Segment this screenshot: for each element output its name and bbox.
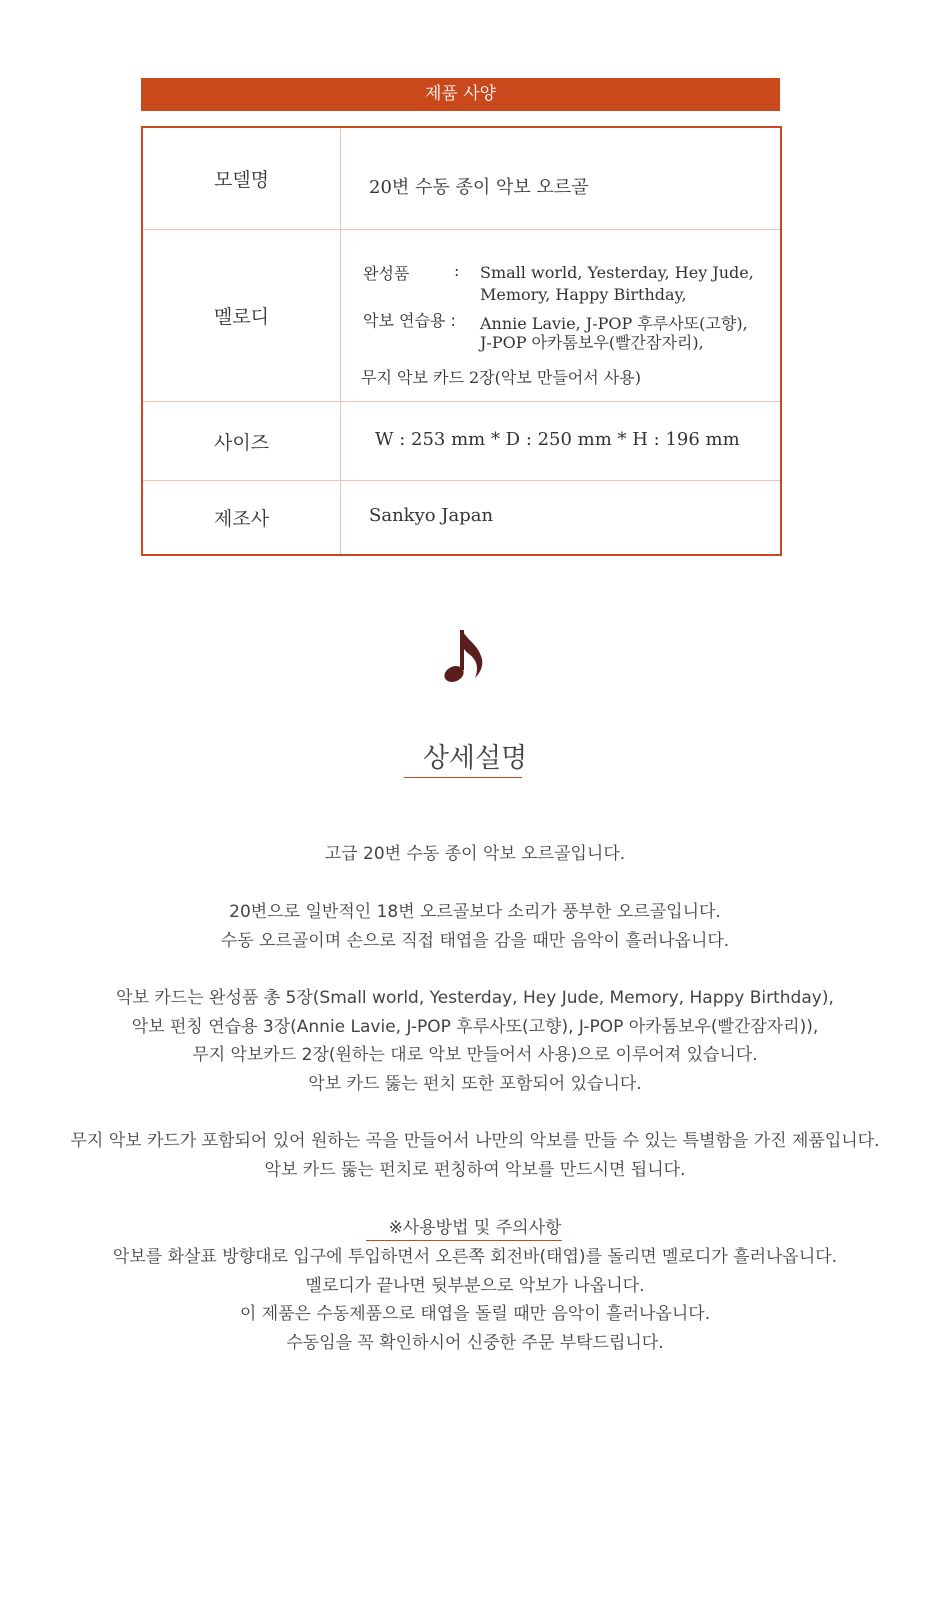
- practice-line-2: J-POP 아카톰보우(빨간잠자리),: [480, 333, 704, 352]
- detail-paragraph-2: [0, 898, 950, 955]
- detail-line: 무지 악보 카드가 포함되어 있어 원하는 곡을 만들어서 나만의 악보를 만들 수 있는 특별함을 가진 제품입니다.: [70, 1131, 880, 1151]
- spec-table: [141, 126, 782, 556]
- detail-line: 20변으로 일반적인 18변 오르골보다 소리가 풍부한 오르골입니다.: [229, 902, 721, 922]
- blank-cards: 무지 악보 카드 2장(악보 만들어서 사용): [361, 368, 641, 387]
- finished-colon: :: [454, 261, 460, 280]
- detail-line: 고급 20변 수동 종이 악보 오르골입니다.: [324, 844, 626, 864]
- finished-line-1: Small world, Yesterday, Hey Jude,: [480, 263, 754, 282]
- spec-value-size: [341, 402, 780, 480]
- spec-row-size: [143, 402, 780, 481]
- model-name: 20변 수동 종이 악보 오르골: [369, 177, 589, 198]
- usage-line: 멜로디가 끝나면 뒷부분으로 악보가 나옵니다.: [305, 1275, 645, 1296]
- spec-label-model: 모델명: [143, 128, 341, 229]
- spec-label-maker: 제조사: [143, 481, 341, 554]
- detail-paragraph-3: [0, 984, 950, 1099]
- detail-paragraph-1: [0, 840, 950, 869]
- spec-value-melody: [341, 230, 780, 401]
- usage-title-underline: [366, 1240, 562, 1241]
- detail-title: 상세설명: [422, 743, 528, 774]
- detail-line: 악보 펀칭 연습용 3장(Annie Lavie, J-POP 후루사또(고향), J-POP 아카톰보우(빨간잠자리)),: [131, 1016, 819, 1037]
- usage-line: 악보를 화살표 방향대로 입구에 투입하면서 오른쪽 회전바(태엽)를 돌리면 멜로디가 흘러나옵니다.: [112, 1247, 838, 1267]
- detail-paragraph-4: [0, 1127, 950, 1184]
- detail-line: 악보 카드 뚫는 펀치 또한 포함되어 있습니다.: [308, 1074, 642, 1095]
- detail-line: 수동 오르골이며 손으로 직접 태엽을 감을 때만 음악이 흘러나옵니다.: [220, 930, 730, 951]
- music-note-icon: [443, 626, 487, 686]
- practice-label: 악보 연습용 :: [363, 311, 456, 330]
- spec-header: 제품 사양: [141, 78, 780, 111]
- usage-title: ※사용방법 및 주의사항: [388, 1218, 562, 1238]
- spec-row-melody: [143, 230, 780, 402]
- spec-row-maker: [143, 481, 780, 554]
- detail-line: 악보 카드 뚫는 펀치로 펀칭하여 악보를 만드시면 됩니다.: [264, 1159, 686, 1180]
- size-value: W : 253 mm * D : 250 mm * H : 196 mm: [375, 429, 740, 450]
- maker-value: Sankyo Japan: [369, 505, 494, 526]
- finished-line-2: Memory, Happy Birthday,: [480, 285, 687, 304]
- detail-title-underline: [404, 777, 522, 778]
- usage-line: 수동임을 꼭 확인하시어 신중한 주문 부탁드립니다.: [286, 1333, 664, 1354]
- detail-line: 무지 악보카드 2장(원하는 대로 악보 만들어서 사용)으로 이루어져 있습니다.: [192, 1045, 758, 1066]
- usage-lines: [0, 1243, 950, 1358]
- spec-label-melody: 멜로디: [143, 230, 341, 401]
- usage-line: 이 제품은 수동제품으로 태엽을 돌릴 때만 음악이 흘러나옵니다.: [239, 1304, 711, 1325]
- spec-label-size: 사이즈: [143, 402, 341, 480]
- spec-value-model: [341, 128, 780, 229]
- finished-label: 완성품: [363, 264, 410, 283]
- spec-row-model: [143, 128, 780, 230]
- practice-line-1: Annie Lavie, J-POP 후루사또(고향),: [480, 314, 748, 333]
- detail-line: 악보 카드는 완성품 총 5장(Small world, Yesterday, Hey Jude, Memory, Happy Birthday),: [116, 988, 834, 1008]
- spec-value-maker: [341, 481, 780, 554]
